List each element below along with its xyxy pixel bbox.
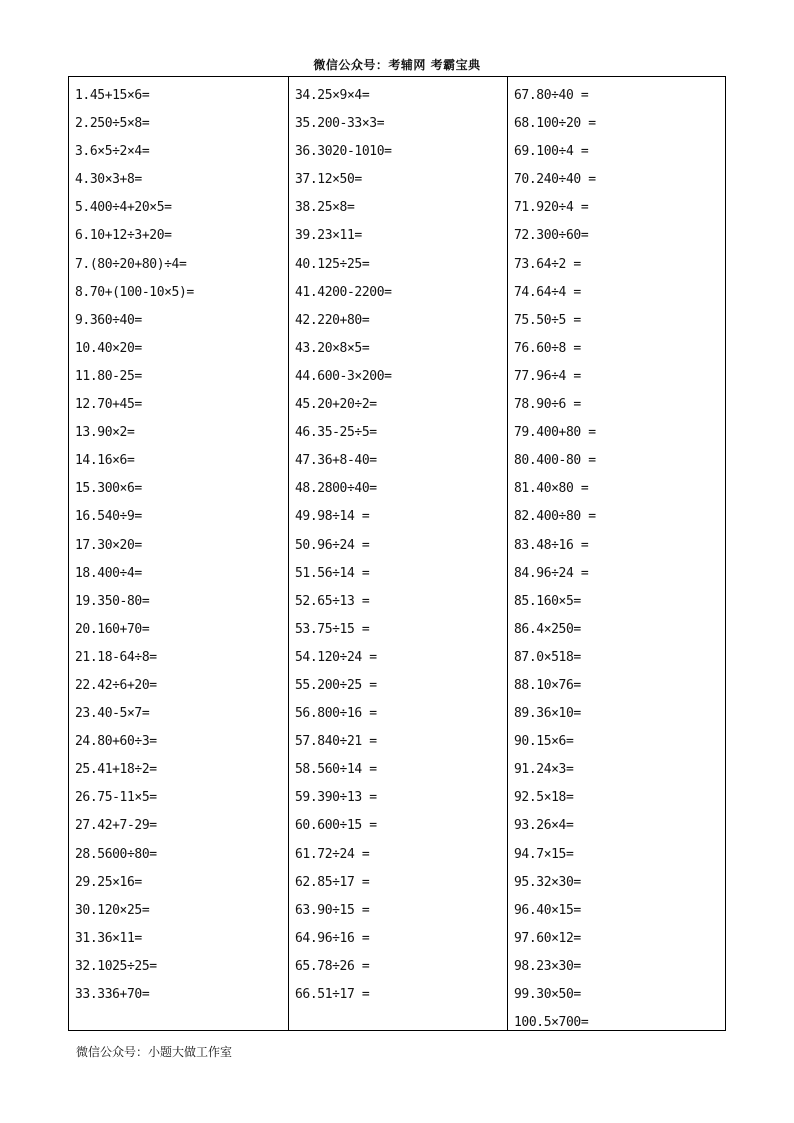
problem-item: 90.15×6= <box>514 734 574 750</box>
problem-item: 49.98÷14 = <box>295 509 370 525</box>
problem-column-3 <box>507 77 725 1030</box>
problem-item: 59.390÷13 = <box>295 790 377 806</box>
problem-item: 81.40×80 = <box>514 481 589 497</box>
problem-item: 99.30×50= <box>514 987 581 1002</box>
problem-item: 82.400÷80 = <box>514 509 596 525</box>
problem-item: 61.72÷24 = <box>295 846 370 862</box>
problem-item: 39.23×11= <box>295 228 362 244</box>
problem-item: 91.24×3= <box>514 762 574 778</box>
problem-item: 8.70+(100-10×5)= <box>75 284 194 300</box>
problem-item: 53.75÷15 = <box>295 621 370 637</box>
problem-item: 98.23×30= <box>514 958 581 974</box>
problem-item: 24.80+60÷3= <box>75 734 157 750</box>
problem-item: 73.64÷2 = <box>514 256 581 272</box>
problem-item: 10.40×20= <box>75 340 142 356</box>
problem-item: 12.70+45= <box>75 397 142 413</box>
problem-item: 77.96÷4 = <box>514 368 581 384</box>
problem-item: 5.400÷4+20×5= <box>75 200 172 216</box>
problem-item: 75.50÷5 = <box>514 312 581 328</box>
problem-item: 25.41+18÷2= <box>75 762 157 778</box>
problem-item: 41.4200-2200= <box>295 284 392 300</box>
problem-item: 94.7×15= <box>514 846 574 862</box>
problem-item: 54.120÷24 = <box>295 649 377 665</box>
problem-item: 1.45+15×6= <box>75 88 150 103</box>
problem-item: 95.32×30= <box>514 874 581 890</box>
problem-item: 3.6×5÷2×4= <box>75 144 150 160</box>
problem-item: 2.250÷5×8= <box>75 116 150 132</box>
problem-item: 79.400+80 = <box>514 425 596 441</box>
problem-item: 45.20+20÷2= <box>295 397 377 413</box>
problem-item: 43.20×8×5= <box>295 340 370 356</box>
problem-item: 30.120×25= <box>75 902 150 918</box>
problem-item: 89.36×10= <box>514 706 581 722</box>
problem-item: 23.40-5×7= <box>75 706 150 722</box>
problem-item: 50.96÷24 = <box>295 537 370 553</box>
problem-item: 65.78÷26 = <box>295 958 370 974</box>
problem-item: 16.540÷9= <box>75 509 142 525</box>
problem-item: 84.96÷24 = <box>514 565 589 581</box>
problem-item: 51.56÷14 = <box>295 565 370 581</box>
problem-item: 62.85÷17 = <box>295 874 370 890</box>
problem-item: 72.300÷60= <box>514 228 589 244</box>
problem-item: 14.16×6= <box>75 453 135 469</box>
problem-item: 52.65÷13 = <box>295 593 370 609</box>
problem-item: 37.12×50= <box>295 172 362 188</box>
problem-item: 27.42+7-29= <box>75 818 157 834</box>
problem-item: 19.350-80= <box>75 593 150 609</box>
problem-table <box>68 76 726 1031</box>
problem-item: 74.64÷4 = <box>514 284 581 300</box>
problem-item: 42.220+80= <box>295 312 370 328</box>
problem-item: 17.30×20= <box>75 537 142 553</box>
problem-item: 22.42÷6+20= <box>75 677 157 693</box>
problem-item: 34.25×9×4= <box>295 88 370 103</box>
problem-item: 28.5600÷80= <box>75 846 157 862</box>
problem-item: 86.4×250= <box>514 621 581 637</box>
problem-item: 57.840÷21 = <box>295 734 377 750</box>
problem-item: 97.60×12= <box>514 930 581 946</box>
problem-item: 100.5×700= <box>514 1015 589 1031</box>
problem-item: 6.10+12÷3+20= <box>75 228 172 244</box>
page-header: 微信公众号：考辅网 考霸宝典 <box>313 58 481 72</box>
problem-item: 20.160+70= <box>75 621 150 637</box>
problem-item: 76.60÷8 = <box>514 340 581 356</box>
problem-item: 56.800÷16 = <box>295 706 377 722</box>
problem-item: 80.400-80 = <box>514 453 596 469</box>
page-footer: 微信公众号：小题大做工作室 <box>76 1045 233 1059</box>
problem-item: 32.1025÷25= <box>75 958 157 974</box>
problem-item: 78.90÷6 = <box>514 397 581 413</box>
problem-item: 68.100÷20 = <box>514 116 596 132</box>
problem-item: 66.51÷17 = <box>295 987 370 1002</box>
problem-column-1 <box>69 77 288 1030</box>
problem-item: 92.5×18= <box>514 790 574 806</box>
problem-item: 47.36+8-40= <box>295 453 377 469</box>
problem-item: 60.600÷15 = <box>295 818 377 834</box>
problem-item: 96.40×15= <box>514 902 581 918</box>
problem-item: 55.200÷25 = <box>295 677 377 693</box>
problem-item: 13.90×2= <box>75 425 135 441</box>
problem-item: 64.96÷16 = <box>295 930 370 946</box>
problem-item: 35.200-33×3= <box>295 116 385 132</box>
problem-item: 58.560÷14 = <box>295 762 377 778</box>
problem-item: 46.35-25÷5= <box>295 425 377 441</box>
problem-item: 31.36×11= <box>75 930 142 946</box>
problem-item: 48.2800÷40= <box>295 481 377 497</box>
problem-item: 36.3020-1010= <box>295 144 392 160</box>
problem-item: 33.336+70= <box>75 987 150 1002</box>
problem-item: 85.160×5= <box>514 593 581 609</box>
problem-item: 44.600-3×200= <box>295 368 392 384</box>
problem-item: 29.25×16= <box>75 874 142 890</box>
problem-item: 38.25×8= <box>295 200 355 216</box>
problem-item: 40.125÷25= <box>295 256 370 272</box>
problem-item: 71.920÷4 = <box>514 200 589 216</box>
problem-item: 83.48÷16 = <box>514 537 589 553</box>
problem-item: 70.240÷40 = <box>514 172 596 188</box>
problem-item: 7.(80÷20+80)÷4= <box>75 256 187 272</box>
problem-item: 4.30×3+8= <box>75 172 142 188</box>
problem-item: 21.18-64÷8= <box>75 649 157 665</box>
problem-item: 87.0×518= <box>514 649 581 665</box>
problem-item: 26.75-11×5= <box>75 790 157 806</box>
problem-item: 9.360÷40= <box>75 312 142 328</box>
problem-item: 63.90÷15 = <box>295 902 370 918</box>
problem-item: 11.80-25= <box>75 368 142 384</box>
problem-column-2 <box>288 77 507 1030</box>
problem-item: 15.300×6= <box>75 481 142 497</box>
problem-item: 18.400÷4= <box>75 565 142 581</box>
problem-item: 93.26×4= <box>514 818 574 834</box>
problem-item: 67.80÷40 = <box>514 88 589 103</box>
problem-item: 88.10×76= <box>514 677 581 693</box>
problem-item: 69.100÷4 = <box>514 144 589 160</box>
